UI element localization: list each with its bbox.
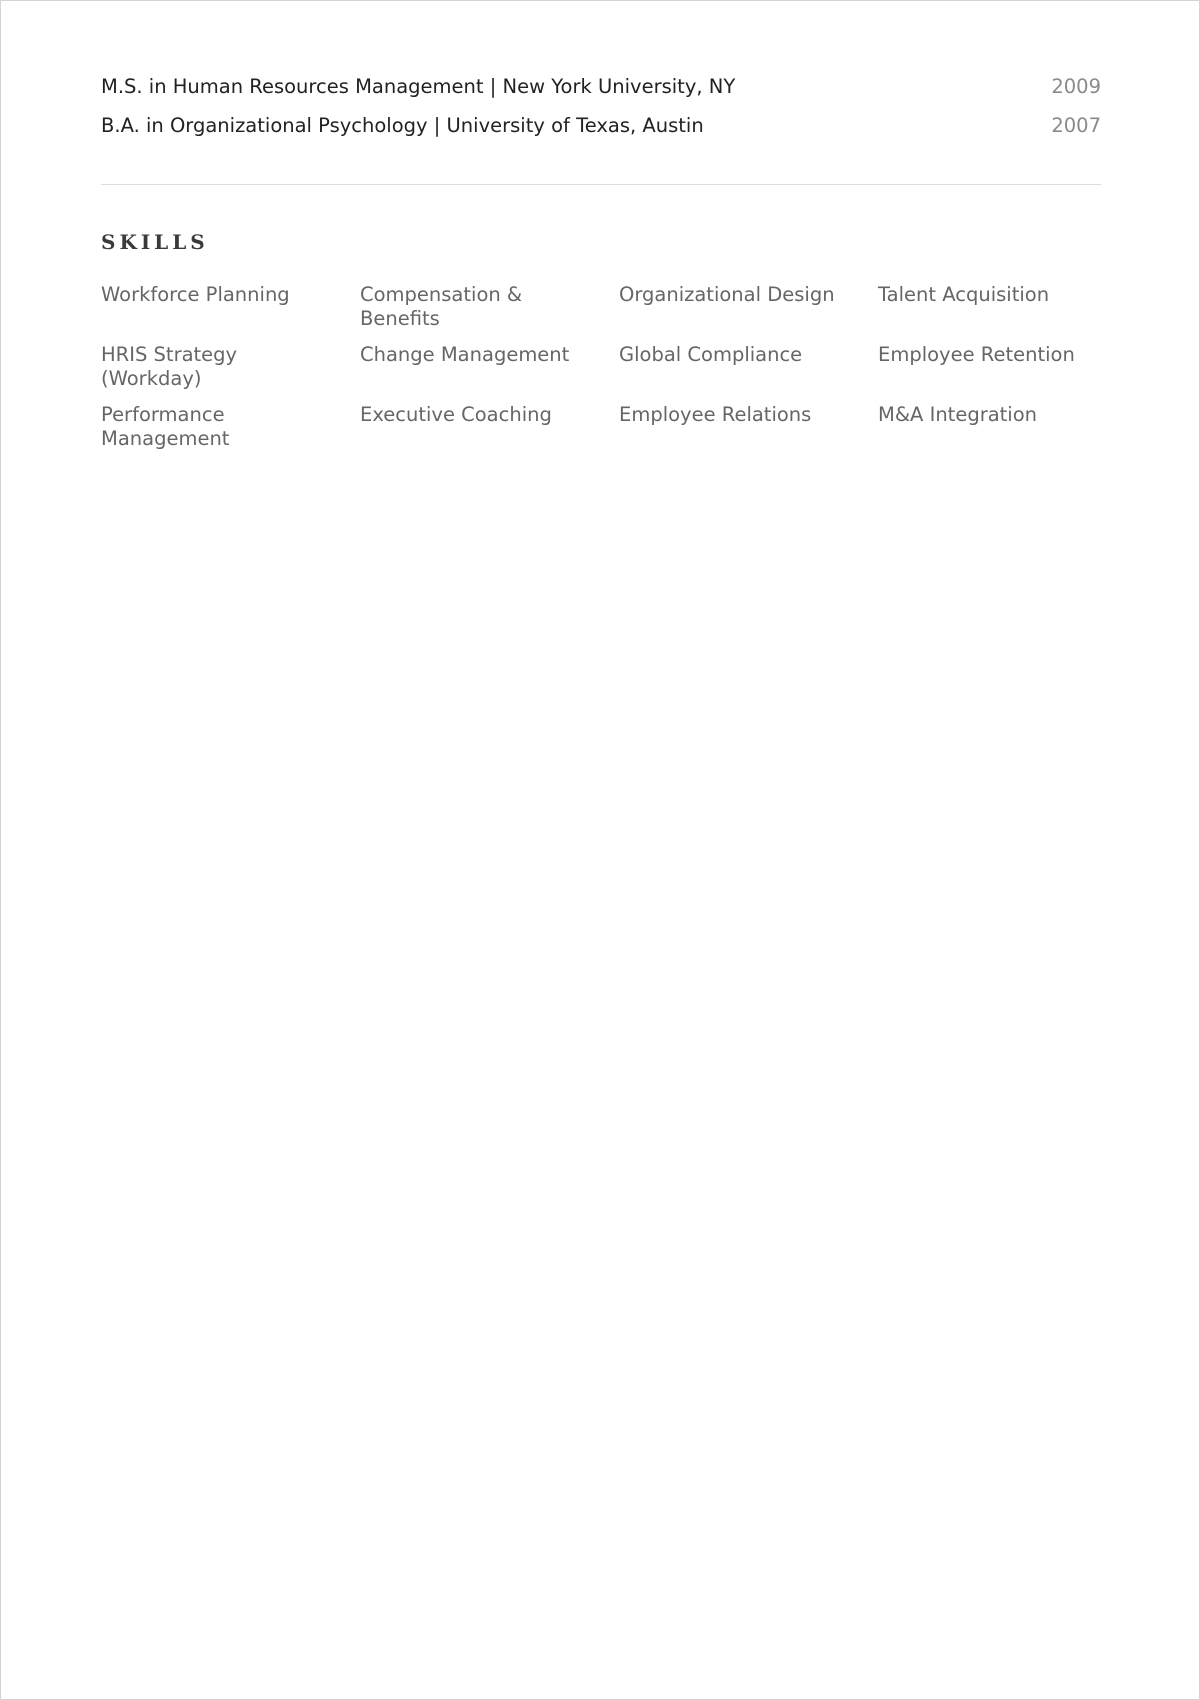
skill-item: Compensation & Benefits [360,283,523,330]
education-year: 2009 [1051,75,1101,98]
skill-item: Executive Coaching [360,403,552,426]
skill-item: Talent Acquisition [878,283,1050,306]
education-list [101,75,1101,153]
skill-item: Workforce Planning [101,283,290,306]
skill-item: M&A Integration [878,403,1038,426]
education-degree: M.S. in Human Resources Management | New York University, NY [101,75,736,98]
skill-item: Employee Retention [878,343,1075,366]
skill-item: Performance Management [101,403,230,450]
skills-grid [101,283,1101,451]
education-entry [101,75,1101,114]
education-degree: B.A. in Organizational Psychology | University of Texas, Austin [101,114,704,137]
education-year: 2007 [1051,114,1101,137]
section-divider [101,184,1101,185]
skills-heading: SKILLS [101,230,209,254]
skill-item: Global Compliance [619,343,803,366]
skill-item: HRIS Strategy (Workday) [101,343,238,390]
education-entry [101,114,1101,153]
skill-item: Organizational Design [619,283,835,306]
skill-item: Change Management [360,343,570,366]
skill-item: Employee Relations [619,403,812,426]
